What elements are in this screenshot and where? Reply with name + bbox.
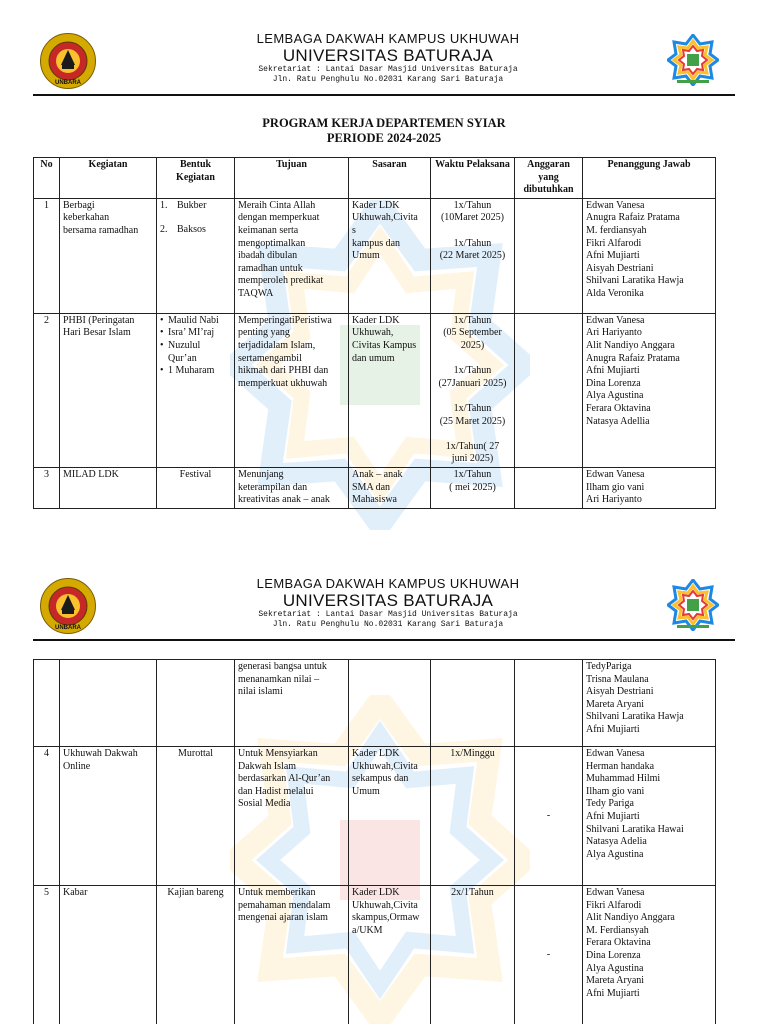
document-period: PERIODE 2024-2025 xyxy=(326,131,442,145)
text-line: Tedy Pariga xyxy=(586,798,634,810)
text-line: M. ferdiansyah xyxy=(586,224,647,236)
cell-waktu xyxy=(431,313,515,467)
list-text: Baksos xyxy=(177,224,206,236)
text-line: (27Januari 2025) xyxy=(438,377,507,389)
table-row xyxy=(34,886,716,1024)
program-table-page-2 xyxy=(33,659,716,1024)
text-line: (25 Maret 2025) xyxy=(439,415,506,427)
cell-bentuk xyxy=(157,313,235,467)
cell-sasaran xyxy=(349,313,431,467)
text-line: Kader LDK xyxy=(352,314,400,326)
text-line: Afni Mujiarti xyxy=(586,810,640,822)
spacer xyxy=(434,353,511,366)
letterhead xyxy=(33,573,735,641)
text-line: Edwan Vanesa xyxy=(586,748,645,759)
cell-tujuan xyxy=(235,660,349,747)
text-line: 1x/Tahun xyxy=(453,199,492,211)
text-line: MILAD LDK xyxy=(63,468,119,480)
university-name: UNIVERSITAS BATURAJA xyxy=(282,46,494,65)
program-table-page-1 xyxy=(33,157,716,509)
seal-caption: UNBARA xyxy=(55,625,81,631)
header-no: No xyxy=(34,158,60,199)
text-line: ramadhan untuk xyxy=(238,262,303,274)
text-line: memperkuat ukhuwah xyxy=(238,377,328,389)
text-line: pemahaman mendalam xyxy=(238,899,331,911)
text-line: kampus dan xyxy=(352,237,401,249)
table-row xyxy=(34,313,716,467)
text-line: Ari Hariyanto xyxy=(586,494,642,506)
text-line: Ilham gio vani xyxy=(586,785,645,797)
list-item: • Nuzulul Qur’an xyxy=(160,340,231,365)
header-anggaran: Anggaran yang dibutuhkan xyxy=(515,158,583,199)
street-address: Jln. Ratu Penghulu No.02031 Karang Sari Baturaja xyxy=(272,620,504,629)
text-line: mengenai ajaran islam xyxy=(238,912,328,924)
text-line: Anugra Rafaiz Pratama xyxy=(586,352,680,364)
spacer xyxy=(434,390,511,403)
cell-waktu xyxy=(431,198,515,313)
cell-kegiatan xyxy=(60,886,157,1024)
cell-bentuk: Kajian bareng xyxy=(157,886,235,1024)
header-kegiatan: Kegiatan xyxy=(60,158,157,199)
street-address: Jln. Ratu Penghulu No.02031 Karang Sari Baturaja xyxy=(272,75,504,84)
cell-penanggung-jawab xyxy=(583,747,716,886)
text-line: keimanan serta xyxy=(238,224,299,236)
text-line: Afni Mujiarti xyxy=(586,250,640,262)
text-line: Muhammad Hilmi xyxy=(586,773,661,785)
text-line: Afni Mujiarti xyxy=(586,365,640,377)
cell-no: 3 xyxy=(34,467,60,508)
letterhead-text xyxy=(153,576,623,630)
text-line: dengan memperkuat xyxy=(238,212,320,224)
cell-kegiatan xyxy=(60,660,157,747)
text-line: TAQWA xyxy=(238,287,274,299)
text-line: memperoleh predikat xyxy=(238,275,324,287)
cell-waktu xyxy=(431,886,515,1024)
text-line: Aisyah Destriani xyxy=(586,262,654,274)
table-row xyxy=(34,198,716,313)
cell-tujuan xyxy=(235,313,349,467)
cell-penanggung-jawab xyxy=(583,313,716,467)
text-line: 1x/Tahun xyxy=(453,402,492,414)
text-line: hikmah dari PHBI dan xyxy=(238,365,329,377)
org-name: LEMBAGA DAKWAH KAMPUS UKHUWAH xyxy=(256,576,520,591)
text-line: Ilham gio vani xyxy=(586,481,645,493)
text-line: Edwan Vanesa xyxy=(586,314,645,326)
text-line: berdasarkan Al-Qur’an xyxy=(238,773,331,785)
text-line: Kabar xyxy=(63,887,88,898)
seal-caption: UNBARA xyxy=(55,80,81,86)
cell-waktu xyxy=(431,467,515,508)
text-line: Ari Hariyanto xyxy=(586,327,642,339)
cell-kegiatan xyxy=(60,467,157,508)
text-line: Anak – anak xyxy=(352,468,403,480)
text-line: Edwan Vanesa xyxy=(586,887,645,898)
list-item: • Isra’ MI’raj xyxy=(160,327,231,340)
text-line: (22 Maret 2025) xyxy=(439,250,506,262)
university-name: UNIVERSITAS BATURAJA xyxy=(282,591,494,610)
text-line: dan umum xyxy=(352,352,395,364)
list-number: 1. xyxy=(160,199,168,211)
text-line: Kader LDK xyxy=(352,748,400,759)
cell-anggaran xyxy=(515,313,583,467)
spacer xyxy=(434,428,511,441)
cell-tujuan xyxy=(235,747,349,886)
text-line: 1x/Tahun xyxy=(453,237,492,249)
text-line: Edwan Vanesa xyxy=(586,468,645,480)
text-line: Alya Agustina xyxy=(586,962,644,974)
cell-bentuk xyxy=(157,660,235,747)
text-line: skampus,Ormaw xyxy=(352,912,420,924)
text-line: Fikri Alfarodi xyxy=(586,899,642,911)
letterhead-text xyxy=(153,31,623,85)
cell-kegiatan xyxy=(60,313,157,467)
text-line: Aisyah Destriani xyxy=(586,686,654,698)
letterhead xyxy=(33,28,735,96)
text-line: Menunjang xyxy=(238,468,284,480)
text-line: 1x/Tahun( 27 xyxy=(445,440,500,452)
cell-kegiatan xyxy=(60,198,157,313)
cell-penanggung-jawab xyxy=(583,660,716,747)
cell-no: 5 xyxy=(34,886,60,1024)
text-line: Sosial Media xyxy=(238,798,291,810)
text-line: generasi bangsa untuk xyxy=(238,661,327,672)
document-page-2 xyxy=(0,545,768,1024)
text-line: Anugra Rafaiz Pratama xyxy=(586,212,680,224)
text-line: Kader LDK xyxy=(352,199,400,211)
cell-sasaran xyxy=(349,886,431,1024)
text-line: 2x/1Tahun xyxy=(451,887,494,898)
cell-penanggung-jawab xyxy=(583,886,716,1024)
text-line: Ukhuwah Dakwah xyxy=(63,748,138,759)
list-item xyxy=(160,224,231,237)
text-line: penting yang xyxy=(238,327,290,339)
cell-sasaran xyxy=(349,467,431,508)
text-line: Natasya Adelia xyxy=(586,836,647,848)
text-line: Alda Veronika xyxy=(586,287,644,299)
table-header-row xyxy=(34,158,716,199)
cell-bentuk: Murottal xyxy=(157,747,235,886)
text-line: Afni Mujiarti xyxy=(586,987,640,999)
text-line: Meraih Cinta Allah xyxy=(238,199,316,211)
text-line: nilai islami xyxy=(238,686,283,698)
cell-anggaran xyxy=(515,467,583,508)
text-line: ibadah dibulan xyxy=(238,250,298,262)
text-line: bersama ramadhan xyxy=(63,224,139,236)
table-row xyxy=(34,660,716,747)
text-line: 2025) xyxy=(460,339,485,351)
text-line: PHBI (Peringatan xyxy=(63,314,135,326)
cell-bentuk: Festival xyxy=(157,467,235,508)
text-line: Alya Agustina xyxy=(586,848,644,860)
cell-no xyxy=(34,660,60,747)
secretariat-address: Sekretariat : Lantai Dasar Masjid Universitas Baturaja xyxy=(258,65,518,74)
text-line: Alit Nandiyo Anggara xyxy=(586,339,675,351)
cell-no: 2 xyxy=(34,313,60,467)
table-row xyxy=(34,747,716,886)
text-line: Online xyxy=(63,760,91,772)
text-line: SMA dan xyxy=(352,481,391,493)
university-seal-icon xyxy=(39,32,97,90)
text-line: 1x/Tahun xyxy=(453,365,492,377)
list-text: Bukber xyxy=(177,199,207,211)
text-line: 1x/Tahun xyxy=(453,314,492,326)
cell-kegiatan xyxy=(60,747,157,886)
text-line: Untuk Mensyiarkan xyxy=(238,748,318,759)
document-title-block xyxy=(0,116,768,146)
text-line: sertamengambil xyxy=(238,352,302,364)
text-line: Ukhuwah,Civita xyxy=(352,760,418,772)
text-line: Edwan Vanesa xyxy=(586,199,645,211)
text-line: Kader LDK xyxy=(352,887,400,898)
cell-anggaran xyxy=(515,198,583,313)
text-line: Shilvani Laratika Hawja xyxy=(586,711,684,723)
text-line: Mareta Aryani xyxy=(586,698,645,710)
text-line: Dina Lorenza xyxy=(586,949,641,961)
cell-anggaran: - xyxy=(515,886,583,1024)
text-line: 1x/Minggu xyxy=(450,748,495,759)
text-line: (05 September xyxy=(443,327,502,339)
cell-tujuan xyxy=(235,198,349,313)
text-line: TedyPariga xyxy=(586,661,632,672)
secretariat-address: Sekretariat : Lantai Dasar Masjid Universitas Baturaja xyxy=(258,610,518,619)
text-line: Ferara Oktavina xyxy=(586,402,651,414)
cell-tujuan xyxy=(235,467,349,508)
list-item: • Maulid Nabi xyxy=(160,315,231,328)
cell-sasaran xyxy=(349,660,431,747)
text-line: Shilvani Laratika Hawja xyxy=(586,275,684,287)
text-line: MemperingatiPeristiwa xyxy=(238,314,332,326)
text-line: Ukhuwah, xyxy=(352,327,394,339)
text-line: s xyxy=(352,224,356,236)
cell-sasaran xyxy=(349,747,431,886)
list-item xyxy=(160,200,231,213)
text-line: Shilvani Laratika Hawai xyxy=(586,823,684,835)
text-line: Mahasiswa xyxy=(352,494,397,506)
text-line: Hari Besar Islam xyxy=(63,327,131,339)
cell-penanggung-jawab xyxy=(583,198,716,313)
org-name: LEMBAGA DAKWAH KAMPUS UKHUWAH xyxy=(256,31,520,46)
text-line: Ukhuwah,Civita xyxy=(352,212,418,224)
cell-penanggung-jawab xyxy=(583,467,716,508)
text-line: Dakwah Islam xyxy=(238,760,297,772)
text-line: 1x/Tahun xyxy=(453,468,492,480)
text-line: ( mei 2025) xyxy=(449,481,496,493)
header-bentuk: Bentuk Kegiatan xyxy=(157,158,235,199)
text-line: Dina Lorenza xyxy=(586,377,641,389)
text-line: Fikri Alfarodi xyxy=(586,237,642,249)
table-row xyxy=(34,467,716,508)
text-line: (10Maret 2025) xyxy=(440,212,505,224)
list-number: 2. xyxy=(160,224,168,236)
ldk-star-logo-icon xyxy=(667,34,719,86)
ldk-star-logo-icon xyxy=(667,579,719,631)
text-line: menanamkan nilai – xyxy=(238,673,320,685)
text-line: a/UKM xyxy=(352,924,383,936)
header-sasaran: Sasaran xyxy=(349,158,431,199)
text-line: juni 2025) xyxy=(451,453,494,465)
text-line: Umum xyxy=(352,250,380,262)
text-line: Herman handaka xyxy=(586,760,655,772)
text-line: sekampus dan xyxy=(352,773,409,785)
cell-no: 4 xyxy=(34,747,60,886)
cell-bentuk xyxy=(157,198,235,313)
list-item: • 1 Muharam xyxy=(160,365,231,378)
spacer xyxy=(434,225,511,238)
text-line: Trisna Maulana xyxy=(586,673,649,685)
text-line: Berbagi xyxy=(63,199,95,211)
text-line: Civitas Kampus xyxy=(352,339,417,351)
cell-no: 1 xyxy=(34,198,60,313)
text-line: Afni Mujiarti xyxy=(586,723,640,735)
text-line: Alit Nandiyo Anggara xyxy=(586,912,675,924)
cell-waktu xyxy=(431,660,515,747)
header-waktu: Waktu Pelaksana xyxy=(431,158,515,199)
text-line: kreativitas anak – anak xyxy=(238,494,330,506)
text-line: Alya Agustina xyxy=(586,390,644,402)
text-line: keterampilan dan xyxy=(238,481,308,493)
text-line: Natasya Adellia xyxy=(586,415,650,427)
header-penanggung-jawab: Penanggung Jawab xyxy=(583,158,716,199)
text-line: mengoptimalkan xyxy=(238,237,306,249)
text-line: terjadidalam Islam, xyxy=(238,339,316,351)
text-line: Untuk memberikan xyxy=(238,887,316,898)
cell-anggaran: - xyxy=(515,747,583,886)
text-line: keberkahan xyxy=(63,212,110,224)
university-seal-icon xyxy=(39,577,97,635)
text-line: Umum xyxy=(352,785,380,797)
text-line: Ukhuwah,Civita xyxy=(352,899,418,911)
document-title: PROGRAM KERJA DEPARTEMEN SYIAR xyxy=(262,116,506,130)
text-line: Mareta Aryani xyxy=(586,975,645,987)
cell-waktu xyxy=(431,747,515,886)
cell-anggaran xyxy=(515,660,583,747)
cell-tujuan xyxy=(235,886,349,1024)
text-line: M. Ferdiansyah xyxy=(586,924,649,936)
header-tujuan: Tujuan xyxy=(235,158,349,199)
text-line: Ferara Oktavina xyxy=(586,937,651,949)
text-line: dan Hadist melalui xyxy=(238,785,314,797)
cell-sasaran xyxy=(349,198,431,313)
